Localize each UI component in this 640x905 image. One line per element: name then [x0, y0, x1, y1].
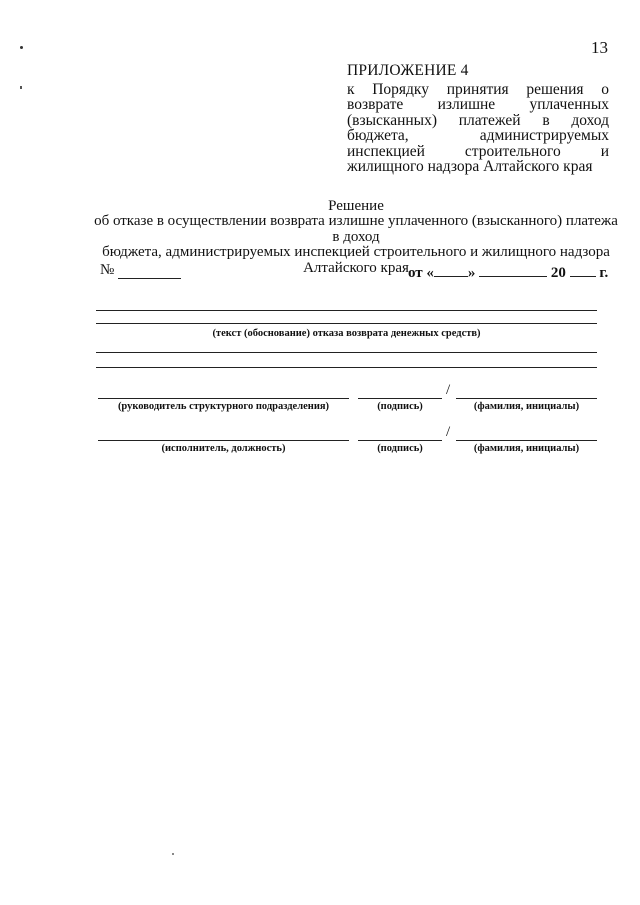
executor-signature-line[interactable] [358, 440, 442, 441]
appendix-word: уплаченных [529, 96, 609, 113]
signature-caption: (подпись) [377, 401, 423, 412]
year-prefix: 20 [550, 265, 566, 281]
appendix-word: (взысканных) [347, 111, 437, 129]
appendix-word: бюджета, [347, 127, 409, 144]
reason-caption: (текст (обоснование) отказа возврата денежных средств) [212, 328, 481, 339]
appendix-word: возврате [347, 96, 404, 113]
reason-line[interactable] [96, 310, 597, 311]
number-label: № [100, 262, 115, 278]
executor-position-line[interactable] [98, 440, 349, 441]
subheading-line: бюджета, администрируемых инспекцией строительного и жилищного надзора [102, 244, 610, 260]
head-caption: (руководитель структурного подразделения) [117, 401, 330, 412]
signature-caption: (подпись) [377, 443, 423, 454]
date-row [408, 262, 608, 282]
appendix-word: излишне [437, 96, 496, 113]
date-prefix: от « [408, 265, 434, 281]
appendix-word: о [601, 80, 609, 98]
date-year-field[interactable] [570, 262, 596, 277]
appendix-word: доход [571, 111, 609, 129]
appendix-word: инспекцией [347, 142, 425, 160]
head-name-line[interactable] [456, 398, 597, 399]
appendix-word: платежей [458, 111, 521, 129]
date-month-field[interactable] [479, 262, 547, 277]
document-heading: Решение [328, 198, 384, 214]
appendix-line [347, 144, 609, 160]
appendix-line [347, 97, 609, 113]
appendix-line [347, 128, 609, 144]
reason-line[interactable] [96, 323, 597, 324]
appendix-word: принятия [446, 80, 509, 98]
appendix-word: строительного [464, 142, 561, 160]
scan-speck [20, 46, 23, 49]
reason-line[interactable] [96, 367, 597, 368]
subheading-line: Алтайского края [303, 259, 409, 276]
appendix-line [347, 82, 609, 98]
head-position-line[interactable] [98, 398, 349, 399]
appendix-word: в [542, 111, 550, 129]
year-suffix: г. [599, 265, 609, 281]
subheading-line: об отказе в осуществлении возврата излишне уплаченного (взысканного) платежа в доход [94, 213, 618, 245]
reason-line[interactable] [96, 352, 597, 353]
appendix-word: и [600, 142, 609, 160]
scan-speck [172, 853, 174, 855]
date-mid: » [467, 265, 476, 281]
separator-slash: / [446, 424, 451, 440]
appendix-word: решения [526, 80, 584, 98]
appendix-word: к [347, 80, 355, 98]
appendix-block [347, 63, 609, 175]
appendix-word: администрируемых [479, 127, 609, 144]
separator-slash: / [446, 382, 451, 398]
appendix-word: Порядку [372, 80, 429, 98]
head-signature-line[interactable] [358, 398, 442, 399]
number-field[interactable] [118, 278, 181, 279]
name-caption: (фамилия, инициалы) [473, 401, 580, 412]
appendix-last-line: жилищного надзора Алтайского края [347, 158, 593, 175]
name-caption: (фамилия, инициалы) [473, 443, 580, 454]
executor-name-line[interactable] [456, 440, 597, 441]
appendix-line [347, 113, 609, 129]
page-number: 13 [591, 38, 608, 57]
executor-caption: (исполнитель, должность) [161, 443, 286, 454]
date-day-field[interactable] [434, 262, 468, 277]
scan-speck [20, 86, 22, 89]
appendix-title: ПРИЛОЖЕНИЕ 4 [347, 62, 469, 79]
